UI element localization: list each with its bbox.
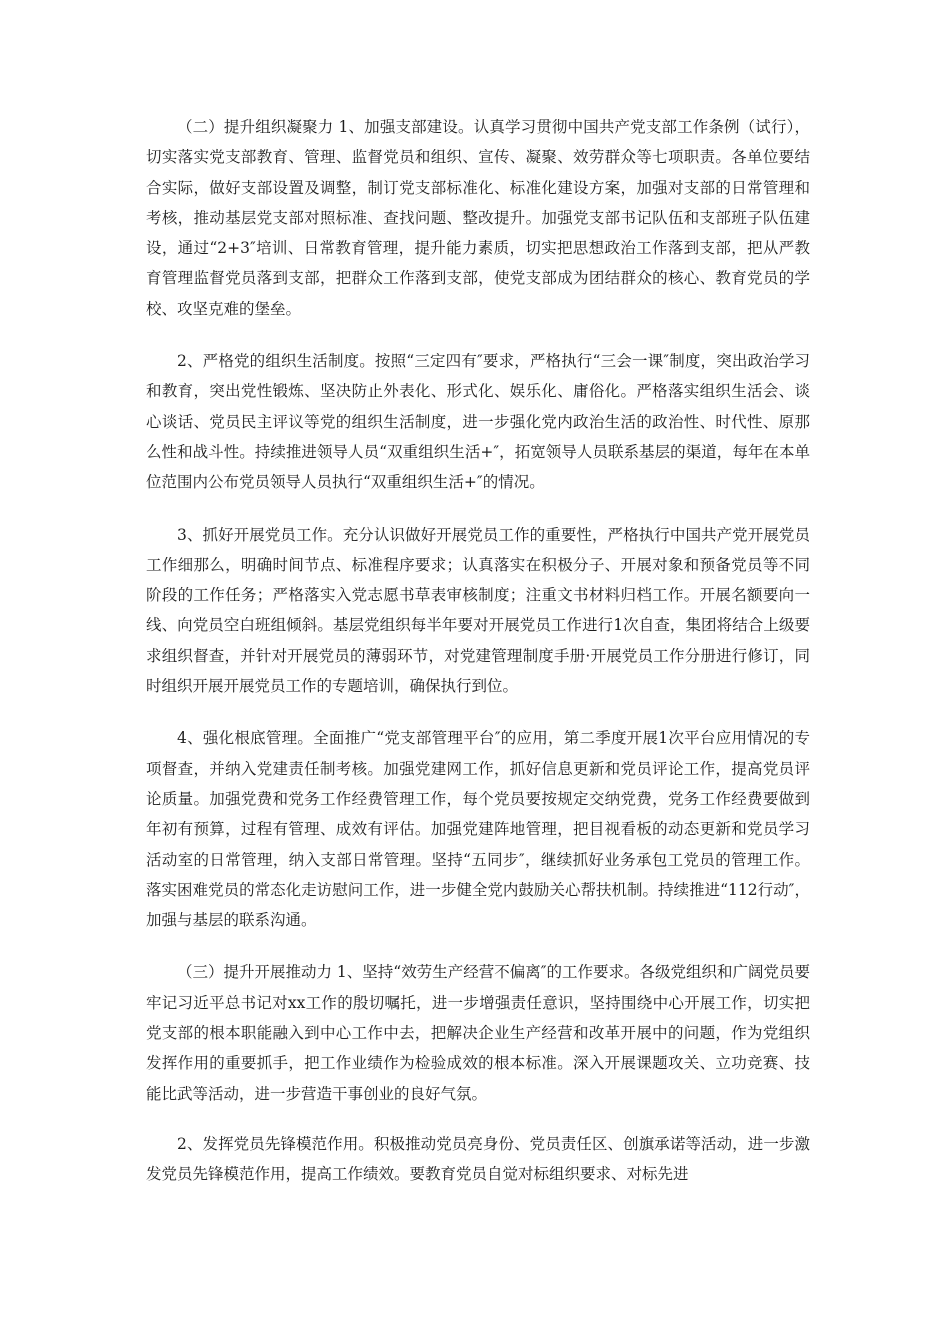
paragraph-organization-cohesion: （二）提升组织凝聚力 1、加强支部建设。认真学习贯彻中国共产党支部工作条例（试行），切实落实党支部教育、管理、监督党员和组织、宣传、凝聚、效劳群众等七项职责。各单位要结合实际，做好支部设置及调整，制订党支部标准化、标准化建设方案，加强对支部的日常管理和考核，推动基层党支部对照标准、查找问题、整改提升。加强党支部书记队伍和支部班子队伍建设，通过“2+3″培训、日常教育管理，提升能力素质，切实把思想政治工作落到支部，把从严教育管理监督党员落到支部，把群众工作落到支部，使党支部成为团结群众的核心、教育党员的学校、攻坚克难的堡垒。 — [146, 118, 810, 318]
paragraph-party-member-development: 3、抓好开展党员工作。充分认识做好开展党员工作的重要性，严格执行中国共产党开展党员工作细那么，明确时间节点、标准程序要求；认真落实在积极分子、开展对象和预备党员等不同阶段的工作任务；严格落实入党志愿书草表审核制度；注重文书材料归档工作。开展名额要向一线、向党员空白班组倾斜。基层党组织每半年要对开展党员工作进行1次自查，集团将结合上级要求组织督查，并针对开展党员的薄弱环节，对党建管理制度手册·开展党员工作分册进行修订，同时组织开展开展党员工作的专题培训，确保执行到位。 — [146, 525, 810, 696]
document-body — [146, 112, 810, 1212]
paragraph-basic-management: 4、强化根底管理。全面推广“党支部管理平台″的应用，第二季度开展1次平台应用情况的专项督查，并纳入党建责任制考核。加强党建网工作，抓好信息更新和党员评论工作，提高党员评论质量。加强党费和党务工作经费管理工作，每个党员要按规定交纳党费，党务工作经费要做到年初有预算，过程有管理、成效有评估。加强党建阵地管理，把目视看板的动态更新和党员学习活动室的日常管理，纳入支部日常管理。坚持“五同步″，继续抓好业务承包工党员的管理工作。落实困难党员的常态化走访慰问工作，进一步健全党内鼓励关心帮扶机制。持续推进“112行动″，加强与基层的联系沟通。 — [146, 729, 810, 930]
paragraph-vanguard-role: 2、发挥党员先锋模范作用。积极推动党员亮身份、党员责任区、创旗承诺等活动，进一步激发党员先锋模范作用，提高工作绩效。要教育党员自觉对标组织要求、对标先进 — [146, 1134, 810, 1184]
paragraph-organizational-life: 2、严格党的组织生活制度。按照“三定四有″要求，严格执行“三会一课″制度，突出政治学习和教育，突出党性锻炼、坚决防止外表化、形式化、娱乐化、庸俗化。严格落实组织生活会、谈心谈话、党员民主评议等党的组织生活制度，进一步强化党内政治生活的政治性、时代性、原那么性和战斗性。持续推进领导人员“双重组织生活+″，拓宽领导人员联系基层的渠道，每年在本单位范围内公布党员领导人员执行“双重组织生活+″的情况。 — [146, 352, 810, 492]
paragraph-development-drive: （三）提升开展推动力 1、坚持“效劳生产经营不偏离″的工作要求。各级党组织和广阔党员要牢记习近平总书记对xx工作的殷切嘱托，进一步增强责任意识，坚持围绕中心开展工作，切实把党支部的根本职能融入到中心工作中去，把解决企业生产经营和改革开展中的问题，作为党组织发挥作用的重要抓手，把工作业绩作为检验成效的根本标准。深入开展课题攻关、立功竞赛、技能比武等活动，进一步营造干事创业的良好气氛。 — [146, 963, 811, 1103]
